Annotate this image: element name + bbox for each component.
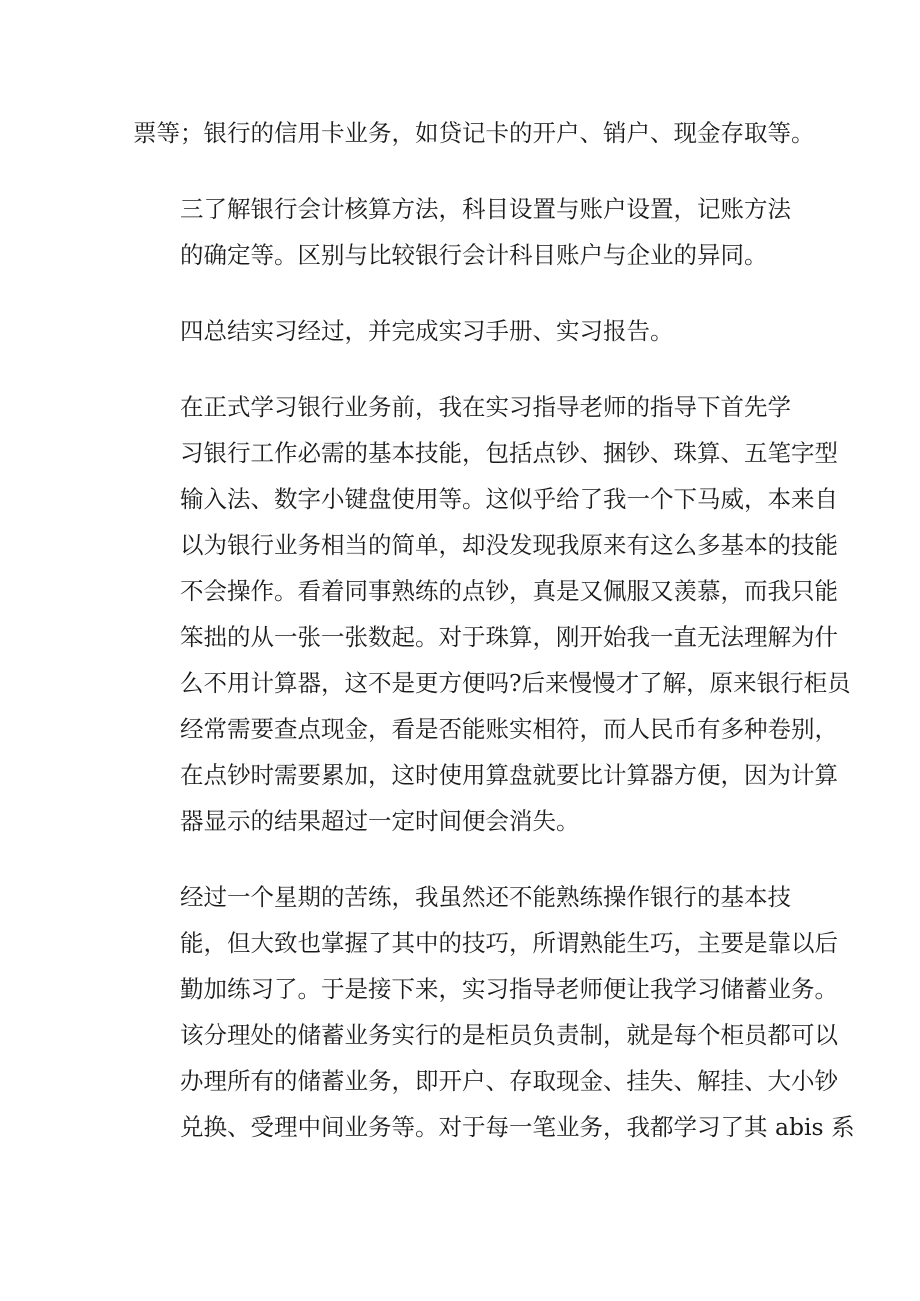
- paragraph-summary: [133, 308, 793, 354]
- text-line: 器显示的结果超过一定时间便会消失。: [180, 807, 580, 835]
- document-body: [133, 110, 855, 1150]
- text-line: 输入法、数字小键盘使用等。这似乎给了我一个下马威，本来自: [180, 485, 838, 513]
- text-line: 在点钞时需要累加，这时使用算盘就要比计算器方便，因为计算: [180, 761, 838, 789]
- text-line: 四总结实习经过，并完成实习手册、实习报告。: [180, 317, 674, 345]
- text-line: 能，但大致也掌握了其中的技巧，所谓熟能生巧，主要是靠以后: [180, 929, 838, 957]
- text-line: 经过一个星期的苦练，我虽然还不能熟练操作银行的基本技: [180, 883, 791, 911]
- paragraph-basic-skills: [133, 384, 851, 844]
- text-line: 经常需要查点现金，看是否能账实相符，而人民币有多种卷别，: [180, 715, 838, 743]
- text-line: 习银行工作必需的基本技能，包括点钞、捆钞、珠算、五笔字型: [180, 439, 838, 467]
- paragraph-savings-business: [133, 874, 855, 1150]
- text-line: 该分理处的储蓄业务实行的是柜员负责制，就是每个柜员都可以: [180, 1021, 838, 1049]
- text-line: 兑换、受理中间业务等。对于每一笔业务，我都学习了其 abis 系: [180, 1113, 855, 1141]
- text-line: 勤加练习了。于是接下来，实习指导老师便让我学习储蓄业务。: [180, 975, 838, 1003]
- text-line: 以为银行业务相当的简单，却没发现我原来有这么多基本的技能: [180, 531, 838, 559]
- text-line: 票等；银行的信用卡业务，如贷记卡的开户、销户、现金存取等。: [133, 119, 815, 147]
- text-line: 的确定等。区别与比较银行会计科目账户与企业的异同。: [180, 241, 768, 269]
- paragraph-accounting-methods: [133, 186, 793, 278]
- text-line: 不会操作。看着同事熟练的点钞，真是又佩服又羡慕，而我只能: [180, 577, 838, 605]
- text-line: 三了解银行会计核算方法，科目设置与账户设置，记账方法: [180, 195, 791, 223]
- text-line: 么不用计算器，这不是更方便吗?后来慢慢才了解，原来银行柜员: [180, 669, 851, 697]
- paragraph-card-business: [133, 110, 815, 156]
- text-line: 笨拙的从一张一张数起。对于珠算，刚开始我一直无法理解为什: [180, 623, 838, 651]
- text-line: 在正式学习银行业务前，我在实习指导老师的指导下首先学: [180, 393, 791, 421]
- text-line: 办理所有的储蓄业务，即开户、存取现金、挂失、解挂、大小钞: [180, 1067, 838, 1095]
